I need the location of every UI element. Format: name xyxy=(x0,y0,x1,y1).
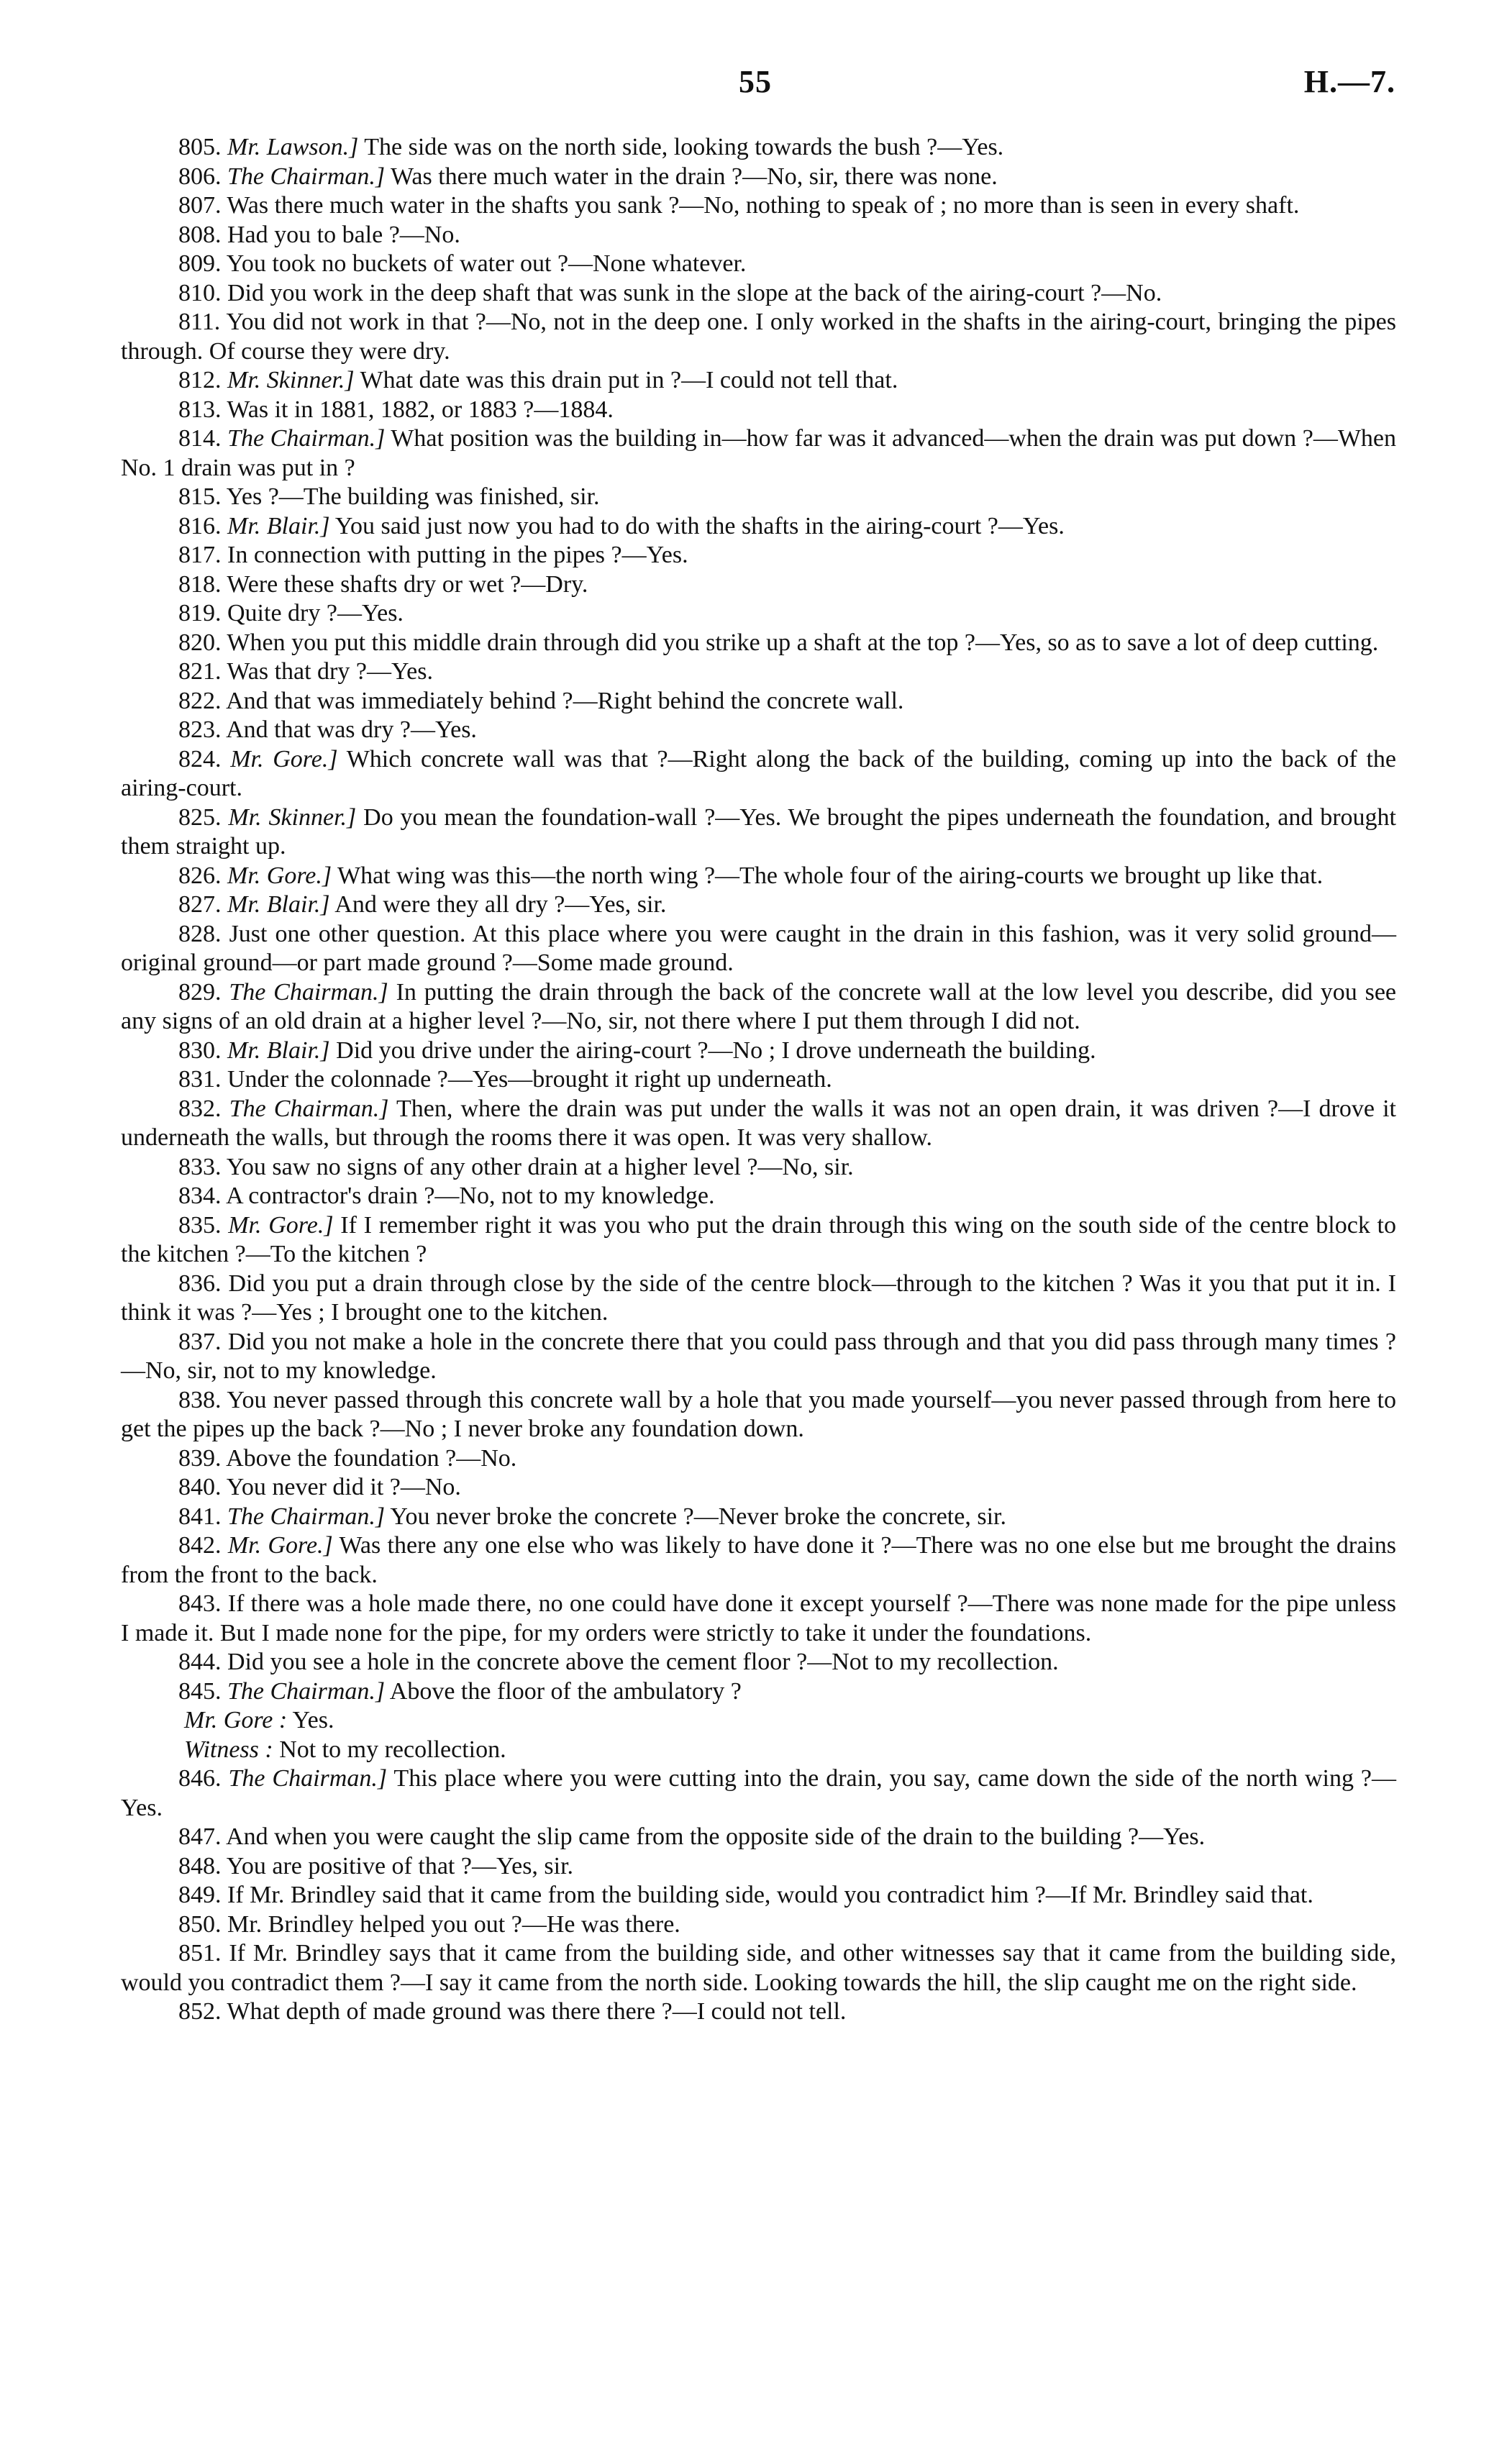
question-number: 836. xyxy=(178,1270,222,1297)
paragraph-text: Not to my recollection. xyxy=(273,1736,506,1763)
paragraph-text: You said just now you had to do with the shafts in the airing-court ?—Yes. xyxy=(329,512,1065,539)
question-number: 844. xyxy=(178,1649,222,1675)
question-number: 818. xyxy=(178,570,222,598)
question-number: 808. xyxy=(178,221,222,248)
paragraph-text: In connection with putting in the pipes ?—Yes. xyxy=(221,542,688,568)
testimony-paragraph xyxy=(121,1036,1396,1066)
testimony-paragraph xyxy=(121,716,1396,745)
paragraph-text: You never broke the concrete ?—Never broke the concrete, sir. xyxy=(385,1503,1006,1530)
speaker-name: The Chairman.] xyxy=(227,163,386,190)
question-number: 805. xyxy=(178,134,222,160)
paragraph-text: And were they all dry ?—Yes, sir. xyxy=(329,891,667,918)
question-number: 807. xyxy=(178,192,222,219)
question-number: 850. xyxy=(178,1910,222,1938)
speaker-name: Mr. Lawson.] xyxy=(227,134,359,160)
testimony-paragraph xyxy=(121,1648,1396,1677)
paragraph-text: Did you work in the deep shaft that was sunk in the slope at the back of the airing-court ?—No. xyxy=(221,279,1162,306)
speaker-name: Mr. Gore.] xyxy=(227,1532,333,1559)
question-number: 828. xyxy=(178,920,222,947)
question-number: 832. xyxy=(178,1095,222,1122)
testimony-paragraph xyxy=(121,1852,1396,1882)
testimony-paragraph xyxy=(121,366,1396,396)
question-number: 817. xyxy=(178,542,222,568)
speaker-name: Mr. Gore.] xyxy=(230,745,338,773)
question-number: 834. xyxy=(178,1183,222,1209)
question-number: 840. xyxy=(178,1474,222,1500)
speaker-name: Mr. Gore : xyxy=(184,1707,288,1733)
testimony-paragraph xyxy=(121,396,1396,425)
question-number: 837. xyxy=(178,1328,222,1355)
page-header xyxy=(115,63,1395,106)
question-number: 819. xyxy=(178,600,222,626)
paragraph-text: What date was this drain put in ?—I could not tell that. xyxy=(354,367,898,393)
testimony-paragraph xyxy=(121,308,1396,366)
paragraph-text: Above the foundation ?—No. xyxy=(221,1444,517,1472)
paragraph-text: You never passed through this concrete wall by a hole that you made yourself—you never passed through from here to get the pipes up the back ?—No ; I never broke any foundation down. xyxy=(121,1386,1396,1442)
question-number: 841. xyxy=(178,1503,222,1530)
testimony-paragraph xyxy=(121,1211,1396,1270)
paragraph-text: Was it in 1881, 1882, or 1883 ?—1884. xyxy=(221,396,614,423)
speaker-name: Mr. Blair.] xyxy=(227,891,330,918)
question-number: 845. xyxy=(178,1677,222,1705)
testimony-paragraph xyxy=(121,1473,1396,1503)
paragraph-text: Had you to bale ?—No. xyxy=(221,221,460,248)
testimony-paragraph xyxy=(121,424,1396,483)
paragraph-text: Just one other question. At this place where you were caught in the drain in this fashion, was it very solid ground—original ground—or part made ground ?—Some made ground. xyxy=(121,920,1396,976)
testimony-paragraph xyxy=(121,221,1396,250)
paragraph-text: Yes ?—The building was finished, sir. xyxy=(221,483,600,510)
testimony-paragraph xyxy=(121,1386,1396,1444)
testimony-paragraph xyxy=(121,1939,1396,1997)
testimony-paragraph xyxy=(121,1823,1396,1852)
paragraph-text: Then, where the drain was put under the walls it was not an open drain, it was driven ?—I drove it underneath the walls, but through the rooms there it was open. It was very shallow. xyxy=(121,1095,1397,1151)
testimony-paragraph xyxy=(121,1881,1396,1910)
speaker-name: The Chairman.] xyxy=(227,425,386,452)
question-number: 843. xyxy=(178,1590,222,1617)
testimony-paragraph xyxy=(121,163,1396,192)
question-number: 815. xyxy=(178,483,222,510)
testimony-paragraph xyxy=(121,570,1396,600)
testimony-paragraph xyxy=(121,1444,1396,1474)
question-number: 823. xyxy=(178,716,222,743)
testimony-paragraph xyxy=(121,687,1396,716)
testimony-paragraph xyxy=(121,133,1396,163)
paragraph-text: You are positive of that ?—Yes, sir. xyxy=(221,1852,574,1879)
question-number: 829. xyxy=(178,978,222,1006)
paragraph-text: A contractor's drain ?—No, not to my knowledge. xyxy=(221,1183,715,1209)
speaker-name: The Chairman.] xyxy=(227,1677,386,1705)
paragraph-text: Mr. Brindley helped you out ?—He was there. xyxy=(221,1910,680,1938)
testimony-paragraph xyxy=(121,629,1396,658)
question-number: 833. xyxy=(178,1153,222,1180)
page-number: 55 xyxy=(739,64,772,99)
question-number: 806. xyxy=(178,163,222,190)
question-number: 826. xyxy=(178,862,222,889)
paragraph-text: The side was on the north side, looking towards the bush ?—Yes. xyxy=(358,134,1004,160)
question-number: 849. xyxy=(178,1882,222,1908)
question-number: 830. xyxy=(178,1036,222,1064)
paragraph-text: Did you drive under the airing-court ?—No ; I drove underneath the building. xyxy=(329,1036,1096,1064)
paragraph-text: You did not work in that ?—No, not in the deep one. I only worked in the shafts in the airing-court, bringing the pipes through. Of course they were dry. xyxy=(121,309,1396,365)
speaker-name: Mr. Gore.] xyxy=(227,862,332,889)
speaker-name: The Chairman.] xyxy=(229,1095,389,1122)
paragraph-text: Under the colonnade ?—Yes—brought it right up underneath. xyxy=(221,1066,832,1093)
testimony-paragraph xyxy=(121,599,1396,629)
question-number: 822. xyxy=(178,687,222,714)
paragraph-text: Was there much water in the shafts you sank ?—No, nothing to speak of ; no more than is seen in every shaft. xyxy=(221,192,1300,219)
speaker-line xyxy=(121,1706,1396,1736)
testimony-paragraph xyxy=(121,191,1396,221)
paragraph-text: If there was a hole made there, no one could have done it except yourself ?—There was none made for the pipe unless I made it. But I made none for the pipe, for my orders were strictly to take it under the foundations. xyxy=(121,1590,1396,1646)
speaker-name: Mr. Blair.] xyxy=(227,512,330,539)
paragraph-text: Was there any one else who was likely to have done it ?—There was no one else but me brought the drains from the front to the back. xyxy=(121,1532,1397,1588)
testimony-paragraph xyxy=(121,512,1396,542)
question-number: 848. xyxy=(178,1852,222,1879)
paragraph-text: Did you see a hole in the concrete above the cement floor ?—Not to my recollection. xyxy=(221,1649,1059,1675)
question-number: 851. xyxy=(178,1940,222,1967)
testimony-paragraph xyxy=(121,657,1396,687)
question-number: 816. xyxy=(178,512,222,539)
speaker-name: Mr. Gore.] xyxy=(228,1211,334,1239)
testimony-paragraph xyxy=(121,1153,1396,1183)
question-number: 842. xyxy=(178,1532,222,1559)
testimony-paragraph xyxy=(121,1997,1396,2027)
paragraph-text: What depth of made ground was there there ?—I could not tell. xyxy=(221,1998,847,2025)
testimony-paragraph xyxy=(121,1065,1396,1095)
paragraph-text: You took no buckets of water out ?—None whatever. xyxy=(221,250,747,277)
speaker-name: The Chairman.] xyxy=(228,1765,388,1792)
testimony-paragraph xyxy=(121,1910,1396,1940)
testimony-paragraph xyxy=(121,541,1396,570)
paragraph-text: Above the floor of the ambulatory ? xyxy=(385,1677,742,1705)
paragraph-text: In putting the drain through the back of the concrete wall at the low level you describe, did you see any signs of an old drain at a higher level ?—No, sir, not there where I put them through I did not. xyxy=(121,978,1397,1034)
question-number: 821. xyxy=(178,658,222,685)
paragraph-text: Yes. xyxy=(287,1707,334,1733)
paragraph-text: Was that dry ?—Yes. xyxy=(221,658,433,685)
section-code: H.—7. xyxy=(1303,64,1395,99)
testimony-paragraph xyxy=(121,279,1396,309)
speaker-name: Mr. Blair.] xyxy=(227,1036,330,1064)
testimony-paragraph xyxy=(121,1764,1396,1823)
testimony-paragraph xyxy=(121,862,1396,891)
testimony-paragraph xyxy=(121,1095,1396,1153)
paragraph-text: What position was the building in—how far was it advanced—when the drain was put down ?—When No. 1 drain was put in ? xyxy=(121,425,1397,481)
question-number: 839. xyxy=(178,1444,222,1472)
question-number: 831. xyxy=(178,1066,222,1093)
testimony-paragraph xyxy=(121,1531,1396,1590)
question-number: 824. xyxy=(178,745,222,773)
testimony-body xyxy=(121,133,1396,2027)
paragraph-text: You saw no signs of any other drain at a higher level ?—No, sir. xyxy=(221,1153,854,1180)
question-number: 810. xyxy=(178,279,222,306)
speaker-name: The Chairman.] xyxy=(227,1503,386,1530)
question-number: 812. xyxy=(178,367,222,393)
testimony-paragraph xyxy=(121,803,1396,862)
question-number: 827. xyxy=(178,891,222,918)
paragraph-text: Were these shafts dry or wet ?—Dry. xyxy=(221,570,588,598)
paragraph-text: When you put this middle drain through did you strike up a shaft at the top ?—Yes, so as to save a lot of deep cutting. xyxy=(221,629,1379,656)
paragraph-text: If Mr. Brindley says that it came from the building side, and other witnesses say that it came from the building side, would you contradict them ?—I say it came from the north side. Looking towards the hill, the slip caught me on the right side. xyxy=(121,1940,1396,1996)
testimony-paragraph xyxy=(121,1182,1396,1211)
paragraph-text: Quite dry ?—Yes. xyxy=(221,600,404,626)
paragraph-text: If Mr. Brindley said that it came from the building side, would you contradict him ?—If Mr. Brindley said that. xyxy=(221,1882,1313,1908)
question-number: 838. xyxy=(178,1386,222,1413)
question-number: 813. xyxy=(178,396,222,423)
speaker-name: The Chairman.] xyxy=(229,978,388,1006)
question-number: 820. xyxy=(178,629,222,656)
testimony-paragraph xyxy=(121,890,1396,920)
paragraph-text: Did you put a drain through close by the side of the centre block—through to the kitchen ? Was it you that put it in. I think it was ?—Yes ; I brought one to the kitchen. xyxy=(121,1270,1396,1326)
testimony-paragraph xyxy=(121,978,1396,1036)
paragraph-text: If I remember right it was you who put the drain through this wing on the south side of the centre block to the kitchen ?—To the kitchen ? xyxy=(121,1211,1396,1267)
question-number: 809. xyxy=(178,250,222,277)
testimony-paragraph xyxy=(121,1270,1396,1328)
testimony-paragraph xyxy=(121,1328,1396,1386)
testimony-paragraph xyxy=(121,1503,1396,1532)
paragraph-text: Was there much water in the drain ?—No, sir, there was none. xyxy=(385,163,998,190)
testimony-paragraph xyxy=(121,920,1396,978)
question-number: 825. xyxy=(178,803,222,831)
testimony-paragraph xyxy=(121,483,1396,512)
testimony-paragraph xyxy=(121,1677,1396,1707)
paragraph-text: You never did it ?—No. xyxy=(221,1474,461,1500)
paragraph-text: And that was immediately behind ?—Right behind the concrete wall. xyxy=(221,687,904,714)
paragraph-text: What wing was this—the north wing ?—The whole four of the airing-courts we brought up like that. xyxy=(332,862,1324,889)
paragraph-text: Which concrete wall was that ?—Right along the back of the building, coming up into the back of the airing-court. xyxy=(121,745,1396,801)
question-number: 811. xyxy=(178,309,221,335)
question-number: 847. xyxy=(178,1823,222,1850)
paragraph-text: And that was dry ?—Yes. xyxy=(221,716,477,743)
question-number: 852. xyxy=(178,1998,222,2025)
question-number: 846. xyxy=(178,1765,222,1792)
paragraph-text: Do you mean the foundation-wall ?—Yes. We brought the pipes underneath the foundation, and brought them straight up. xyxy=(121,803,1397,860)
testimony-paragraph xyxy=(121,250,1396,279)
speaker-line xyxy=(121,1736,1396,1765)
paragraph-text: And when you were caught the slip came from the opposite side of the drain to the building ?—Yes. xyxy=(221,1823,1206,1850)
paragraph-text: Did you not make a hole in the concrete there that you could pass through and that you did pass through many times ?—No, sir, not to my knowledge. xyxy=(121,1328,1396,1384)
paragraph-text: This place where you were cutting into the drain, you say, came down the side of the north wing ?—Yes. xyxy=(121,1765,1397,1821)
speaker-name: Mr. Skinner.] xyxy=(227,367,355,393)
question-number: 814. xyxy=(178,425,222,452)
speaker-name: Witness : xyxy=(184,1736,273,1763)
testimony-paragraph xyxy=(121,745,1396,803)
testimony-paragraph xyxy=(121,1590,1396,1648)
speaker-name: Mr. Skinner.] xyxy=(228,803,357,831)
question-number: 835. xyxy=(178,1211,222,1239)
